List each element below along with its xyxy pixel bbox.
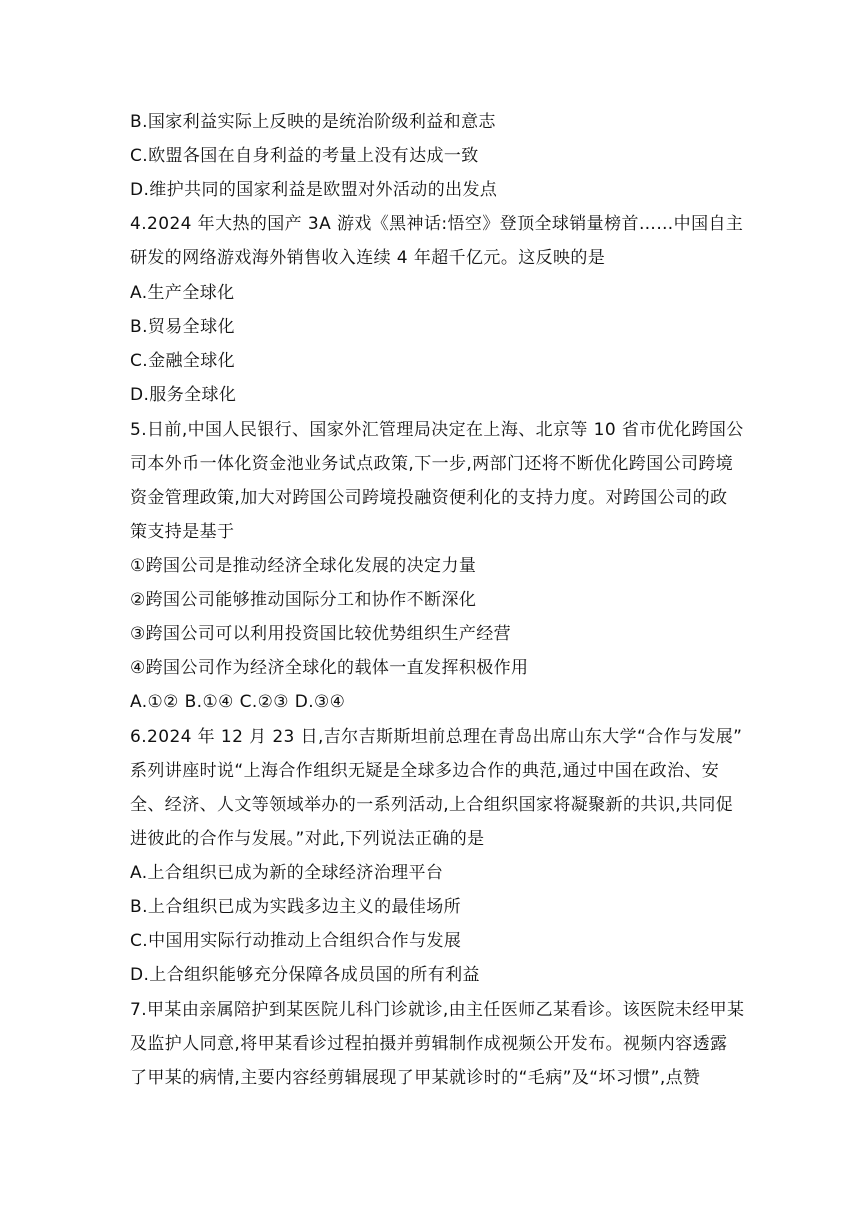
statement-4-q5: ④跨国公司作为经济全球化的载体一直发挥积极作用 <box>130 658 529 678</box>
option-a-q4: A.生产全球化 <box>130 283 235 303</box>
question-7-line-3: 了甲某的病情,主要内容经剪辑展现了甲某就诊时的“毛病”及“坏习惯”,点赞 <box>130 1068 701 1088</box>
option-c-q3: C.欧盟各国在自身利益的考量上没有达成一致 <box>130 146 479 166</box>
option-c-q4: C.金融全球化 <box>130 351 236 371</box>
options-q5: A.①② B.①④ C.②③ D.③④ <box>130 692 346 712</box>
question-6-line-1: 6.2024 年 12 月 23 日,吉尔吉斯斯坦前总理在青岛出席山东大学“合作与发展” <box>130 727 743 747</box>
question-6-line-2: 系列讲座时说“上海合作组织无疑是全球多边合作的典范,通过中国在政治、安 <box>130 761 720 781</box>
option-b-q4: B.贸易全球化 <box>130 317 235 337</box>
question-6-line-3: 全、经济、人文等领域举办的一系列活动,上合组织国家将凝聚新的共识,共同促 <box>130 795 734 815</box>
statement-2-q5: ②跨国公司能够推动国际分工和协作不断深化 <box>130 590 477 610</box>
option-b-q6: B.上合组织已成为实践多边主义的最佳场所 <box>130 897 462 917</box>
statement-1-q5: ①跨国公司是推动经济全球化发展的决定力量 <box>130 556 477 576</box>
question-7-line-2: 及监护人同意,将甲某看诊过程拍摄并剪辑制作成视频公开发布。视频内容透露 <box>130 1034 728 1054</box>
question-5-line-4: 策支持是基于 <box>130 522 235 542</box>
question-5-line-3: 资金管理政策,加大对跨国公司跨境投融资便利化的支持力度。对跨国公司的政 <box>130 488 728 508</box>
option-d-q3: D.维护共同的国家利益是欧盟对外活动的出发点 <box>130 180 498 200</box>
option-a-q6: A.上合组织已成为新的全球经济治理平台 <box>130 863 444 883</box>
question-6-line-4: 进彼此的合作与发展。”对此,下列说法正确的是 <box>130 829 485 849</box>
question-5-line-1: 5.日前,中国人民银行、国家外汇管理局决定在上海、北京等 10 省市优化跨国公 <box>130 420 744 440</box>
option-d-q4: D.服务全球化 <box>130 385 237 405</box>
option-c-q6: C.中国用实际行动推动上合组织合作与发展 <box>130 931 462 951</box>
question-4-line-2: 研发的网络游戏海外销售收入连续 4 年超千亿元。这反映的是 <box>130 248 606 268</box>
option-b-q3: B.国家利益实际上反映的是统治阶级利益和意志 <box>130 112 496 132</box>
question-7-line-1: 7.甲某由亲属陪护到某医院儿科门诊就诊,由主任医师乙某看诊。该医院未经甲某 <box>130 1000 745 1020</box>
question-5-line-2: 司本外币一体化资金池业务试点政策,下一步,两部门还将不断优化跨国公司跨境 <box>130 454 734 474</box>
question-4-line-1: 4.2024 年大热的国产 3A 游戏《黑神话:悟空》登顶全球销量榜首……中国自主 <box>130 214 744 234</box>
option-d-q6: D.上合组织能够充分保障各成员国的所有利益 <box>130 965 480 985</box>
statement-3-q5: ③跨国公司可以利用投资国比较优势组织生产经营 <box>130 624 512 644</box>
